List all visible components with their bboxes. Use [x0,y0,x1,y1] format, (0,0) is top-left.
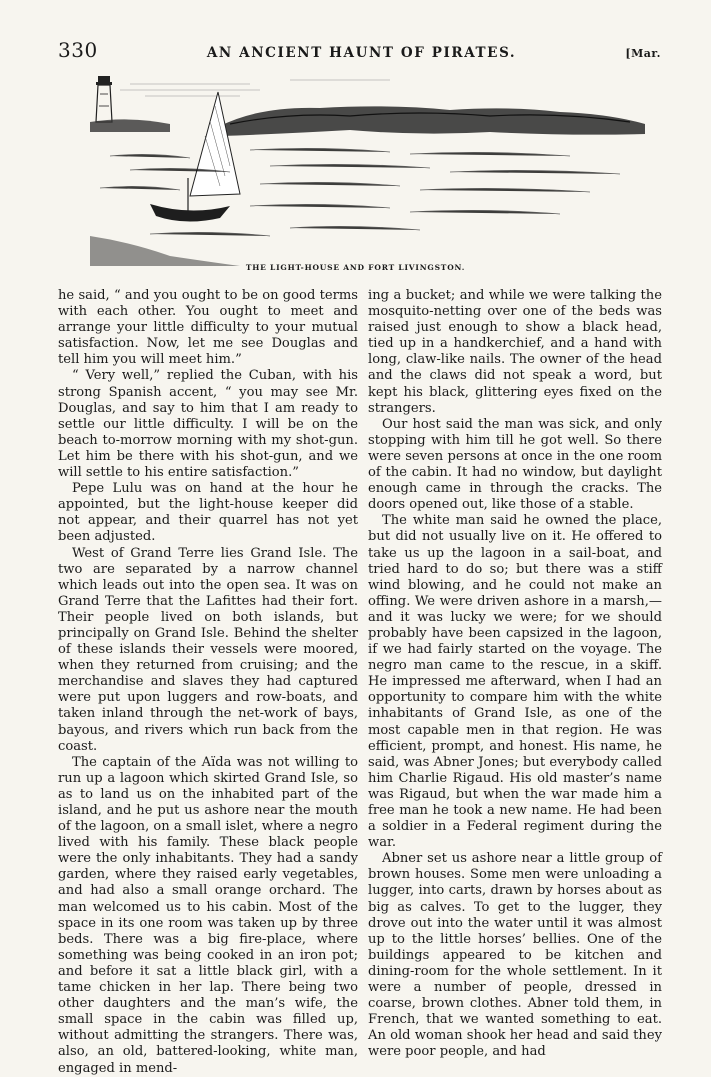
paragraph: Our host said the man was sick, and only stopping with him till he got well. So there were seven persons at once in the one room of the cabin. It had no window, but daylight enough came in through the cracks. The doors opened out, like those of a stable. [368,416,662,513]
paragraph: West of Grand Terre lies Grand Isle. The two are separated by a narrow channel which leads out into the open sea. It was on Grand Terre that the Lafittes had their fort. Their people lived on both islands, but principally on Grand Isle. Behind the shelter of these islands their vessels were moored, when they returned from cruising; and the merchandise and slaves they had captured were put upon luggers and row-boats, and taken inland through the net-work of bays, bayous, and rivers which run back from the coast. [58,545,358,754]
issue-month: [Mar. [625,47,661,60]
paragraph: The white man said he owned the place, but did not usually live on it. He offered to take us up the lagoon in a sail-boat, and tried hard to do so; but there was a stiff wind blowing, and he could not make an offing. We were driven ashore in a marsh,—and it was lucky we were; for we should probably have been capsized in the lagoon, if we had fairly started on the voyage. The negro man came to the rescue, in a skiff. He impressed me afterward, when I had an opportunity to compare him with the white inhabitants of Grand Isle, as one of the most capable men in that region. He was efficient, prompt, and honest. His name, he said, was Abner Jones; but everybody called him Charlie Rigaud. His old master’s name was Rigaud, but when the war made him a free man he took a new name. He had been a soldier in a Federal regiment during the war. [368,513,662,851]
running-title: AN ANCIENT HAUNT OF PIRATES. [206,45,517,61]
page-number: 330 [58,38,98,62]
page-header [58,38,661,64]
paragraph: “ Very well,” replied the Cuban, with his strong Spanish accent, “ you may see Mr. Douglas, and say to him that I am ready to settle our little difficulty. I will be on the beach to-morrow morning with my shot-gun. Let him be there with his shot-gun, and we will settle to his entire satisfaction.” [58,368,358,481]
illustration-caption: THE LIGHT-HOUSE AND FORT LIVINGSTON. [245,263,466,272]
paragraph: ing a bucket; and while we were talking the mosquito-netting over one of the beds was raised just enough to show a black head, tied up in a handkerchief, and a hand with long, claw-like nails. The owner of the head and the claws did not speak a word, but kept his black, glittering eyes fixed on the strangers. [368,288,662,416]
paragraph: Pepe Lulu was on hand at the hour he appointed, but the light-house keeper did not appear, and their quarrel has not yet been adjusted. [58,481,358,545]
paragraph: The captain of the Aïda was not willing to run up a lagoon which skirted Grand Isle, so as to land us on the inhabited part of the island, and he put us ashore near the mouth of the lagoon, on a small islet, where a negro lived with his family. These black people were the only inhabitants. They had a sandy garden, where they raised early vegetables, and had also a small orange orchard. The man welcomed us to his cabin. Most of the space in its one room was taken up by three beds. There was a big fire-place, where something was being cooked in an iron pot; and before it sat a little black girl, with a tame chicken in her lap. There being two other daughters and the man’s wife, the small space in the cabin was filled up, without admitting the strangers. There was, also, an old, battered-looking, white man, engaged in mend- [58,754,358,1076]
paragraph: Abner set us ashore near a little group of brown houses. Some men were unloading a lugger, into carts, drawn by horses about as big as calves. To get to the lugger, they drove out into the water until it was almost up to the little horses’ bellies. One of the buildings appeared to be kitchen and dining-room for the whole settlement. In it were a number of people, dressed in coarse, brown clothes. Abner told them, in French, that we wanted something to eat. An old woman shook her head and said they were poor people, and had [368,851,662,1060]
left-column [58,288,358,1077]
lighthouse-engraving [90,66,650,266]
right-column [368,288,662,1061]
paragraph: he said, “ and you ought to be on good terms with each other. You ought to meet and arrange your little difficulty to your mutual satisfaction. Now, let me see Douglas and tell him you will meet him.” [58,288,358,368]
